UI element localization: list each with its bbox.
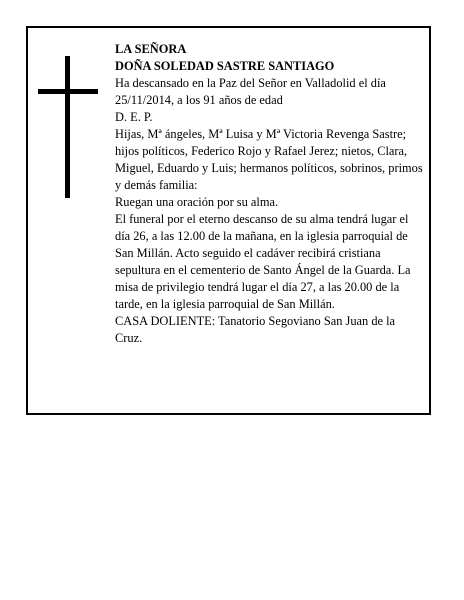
cross-vertical-bar [65,56,70,198]
notice-heading: LA SEÑORA [115,42,187,56]
mourning-house: CASA DOLIENTE: Tanatorio Segoviano San Juan de la Cruz. [115,314,396,345]
cross-horizontal-bar [38,89,98,94]
death-statement: Ha descansado en la Paz del Señor en Valladolid el día 25/11/2014, a los 91 años de edad [115,76,386,107]
latin-cross-icon [38,56,98,198]
rest-in-peace: D. E. P. [115,110,153,124]
deceased-name: DOÑA SOLEDAD SASTRE SANTIAGO [115,59,335,73]
prayer-request: Ruegan una oración por su alma. [115,195,279,209]
family-list: Hijas, Mª ángeles, Mª Luisa y Mª Victoria Revenga Sastre; hijos políticos, Federico Rojo y Rafael Jerez; nietos, Clara, Miguel, Eduardo y Luis; hermanos políticos, sobrinos, primos y demás familia: [115,127,423,192]
obituary-notice [26,26,431,415]
notice-body [115,41,425,347]
funeral-details: El funeral por el eterno descanso de su alma tendrá lugar el día 26, a las 12.00 de la mañana, en la iglesia parroquial de San Millán. Acto seguido el cadáver recibirá cristiana sepultura en el cementerio de Santo Ángel de la Guarda. La misa de privilegio tendrá lugar el día 27, a las 20.00 de la tarde, en la iglesia parroquial de San Millán. [115,212,411,311]
